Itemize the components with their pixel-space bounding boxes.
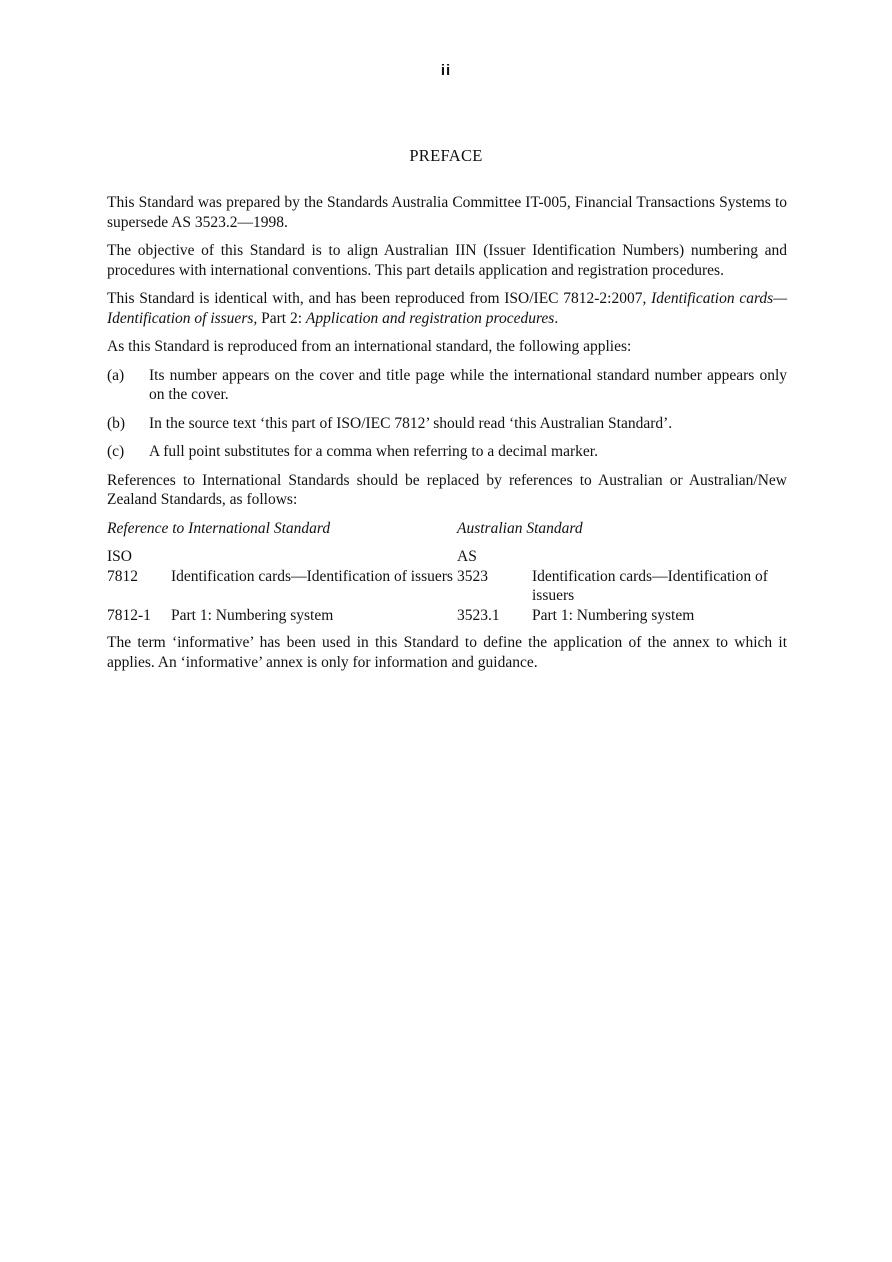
as-title: Part 1: Numbering system [532,606,695,624]
as-number: 3523 [457,567,488,585]
preface-paragraph-1: This Standard was prepared by the Standards Australia Committee IT-005, Financial Transactions Systems to supersede AS 3523.2—1998. [107,194,787,231]
paragraph-3-text-mid: Part 2: [257,309,306,327]
preface-paragraph-5: References to International Standards should be replaced by references to Australian or Australian/New Zealand Standards, as follows: [107,471,787,508]
list-item-text: A full point substitutes for a comma when referring to a decimal marker. [149,443,598,460]
iso-title: Part 1: Numbering system [171,606,334,624]
list-item-label: (c) [107,443,125,460]
prefix-as: AS [457,548,477,565]
header-international-standard: Reference to International Standard [107,519,331,537]
page-number: ii [440,62,452,79]
list-item-label: (a) [107,366,125,384]
iso-number: 7812-1 [107,606,151,624]
list-item [107,414,787,434]
list-item-label: (b) [107,414,126,432]
list-item-text: In the source text ‘this part of ISO/IEC 7812’ should read ‘this Australian Standard’. [149,414,673,432]
preface-paragraph-3 [107,289,787,328]
table-row [107,606,787,626]
standard-title: Identification cards—Identification of issuers, [107,290,787,327]
table-row [107,567,787,606]
list-item [107,366,787,405]
header-australian-standard: Australian Standard [457,519,583,537]
paragraph-3-text-start: This Standard is identical with, and has been reproduced from ISO/IEC 7812-2:2007, [107,290,652,307]
preface-paragraph-2: The objective of this Standard is to align Australian IIN (Issuer Identification Numbers) numbering and procedures with international conventions. This part details application and registration procedures. [107,242,787,279]
as-number: 3523.1 [457,606,500,624]
preface-body [107,193,787,681]
references-prefix-row [107,547,787,567]
standard-part-title: Application and registration procedures [305,309,555,327]
iso-number: 7812 [107,567,138,585]
preface-paragraph-4: As this Standard is reproduced from an international standard, the following applies: [107,338,632,355]
page-title: PREFACE [409,146,483,165]
list-item [107,442,787,462]
prefix-iso: ISO [107,548,132,565]
references-header-row [107,519,787,548]
paragraph-3-text-end: . [554,309,559,327]
preface-paragraph-6: The term ‘informative’ has been used in this Standard to define the application of the annex to which it applies. An ‘informative’ annex is only for information and guidance. [107,634,787,671]
list-item-text: Its number appears on the cover and title page while the international standard number appears only on the cover. [149,366,787,403]
as-title: Identification cards—Identification of issuers [532,567,768,604]
iso-title: Identification cards—Identification of issuers [171,567,453,585]
references-table [107,519,787,626]
